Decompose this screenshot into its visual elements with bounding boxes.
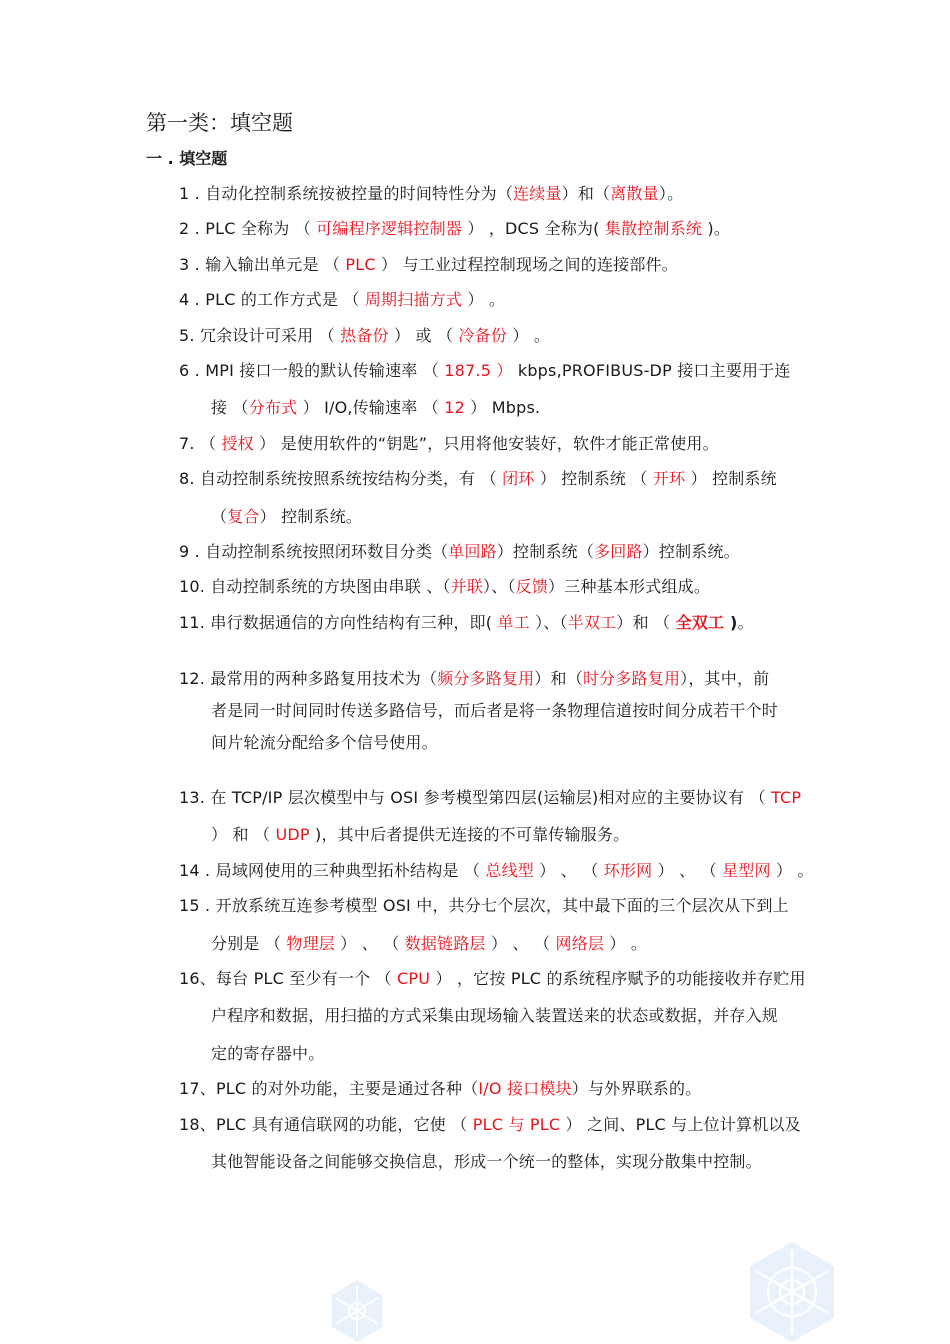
answer-text: 复合 xyxy=(227,507,260,526)
question-text: ） 之间、PLC 与上位计算机以及 xyxy=(560,1115,801,1134)
answer-text: 离散量 xyxy=(610,184,659,203)
question-text: 15 . 开放系统互连参考模型 OSI 中，共分七个层次，其中最下面的三个层次从下到上 xyxy=(179,896,789,915)
answer-text: CPU xyxy=(397,969,431,988)
question-text: 6 . MPI 接口一般的默认传输速率 （ xyxy=(179,361,445,380)
question-line xyxy=(179,667,769,691)
question-text: 10. 自动控制系统的方块图由串联 、（ xyxy=(179,577,451,596)
answer-text: 187.5 ） xyxy=(444,361,513,380)
question-line xyxy=(179,467,777,491)
question-line xyxy=(211,1042,324,1066)
question-text: ）控制系统。 xyxy=(642,542,740,561)
question-line xyxy=(179,217,730,241)
question-text: ） 。 xyxy=(462,290,506,309)
question-line xyxy=(211,932,647,956)
answer-text: 分布式 xyxy=(248,398,298,417)
question-text: ） 控制系统 （ xyxy=(534,469,653,488)
answer-text: 热备份 xyxy=(340,326,389,345)
question-text: ） 。 xyxy=(507,326,551,345)
question-text: 17、PLC 的对外功能，主要是通过各种（ xyxy=(179,1079,479,1098)
question-text: 11. 串行数据通信的方向性结构有三种，即( xyxy=(179,613,498,632)
question-text: ) xyxy=(724,613,738,632)
question-text: ） ，它按 PLC 的系统程序赋予的功能接收并存贮用 xyxy=(430,969,806,988)
question-text: ） 、 （ xyxy=(334,934,405,953)
question-line xyxy=(211,505,362,529)
answer-text: 周期扫描方式 xyxy=(364,290,463,309)
question-line xyxy=(179,182,683,206)
question-text: ） 或 （ xyxy=(388,326,459,345)
answer-text: 并联 xyxy=(450,577,484,596)
answer-text: 网络层 xyxy=(555,934,605,953)
question-text: （ xyxy=(211,507,228,526)
question-text: ） 、 （ xyxy=(652,861,723,880)
question-line xyxy=(179,611,754,635)
answer-text: 集散控制系统 xyxy=(604,219,703,238)
question-text: 18、PLC 具有通信联网的功能，它使 （ xyxy=(179,1115,473,1134)
question-text: 16、每台 PLC 至少有一个 （ xyxy=(179,969,398,988)
question-line xyxy=(211,1004,778,1028)
question-line xyxy=(179,253,678,277)
answer-text: PLC xyxy=(345,255,376,274)
question-text: 7. （ xyxy=(179,434,222,453)
question-text: ） 。 xyxy=(770,861,814,880)
question-text: ），其中，前 xyxy=(680,669,770,688)
question-text: ） 和 （ xyxy=(211,825,276,844)
question-line xyxy=(211,396,540,420)
question-text: ） 控制系统 xyxy=(685,469,777,488)
question-text: ） 。 xyxy=(604,934,648,953)
answer-text: 半双工 xyxy=(567,613,617,632)
answer-text: UDP xyxy=(275,825,310,844)
answer-text: 冷备份 xyxy=(458,326,508,345)
question-text: 4 . PLC 的工作方式是 （ xyxy=(179,290,365,309)
answer-text: 数据链路层 xyxy=(404,934,486,953)
question-text: 定的寄存器中。 xyxy=(211,1044,325,1063)
question-line xyxy=(179,359,791,383)
question-line xyxy=(179,540,740,564)
question-text: ）控制系统（ xyxy=(496,542,595,561)
question-text: ）和（ xyxy=(534,669,583,688)
question-line xyxy=(179,1077,701,1101)
answer-text: 环形网 xyxy=(603,861,653,880)
page-title: 第一类：填空题 xyxy=(146,111,293,135)
question-text: 1 . 自动化控制系统按被控量的时间特性分为（ xyxy=(179,184,514,203)
question-text: ） 控制系统。 xyxy=(259,507,363,526)
question-text: )。 xyxy=(702,219,731,238)
question-line xyxy=(179,1113,801,1137)
question-text: 3 . 输入输出单元是 （ xyxy=(179,255,346,274)
question-text: 9 . 自动控制系统按照闭环数目分类（ xyxy=(179,542,449,561)
question-line xyxy=(179,894,789,918)
question-text: ）、（ xyxy=(483,577,516,596)
snowflake-watermark-icon xyxy=(322,1278,392,1344)
question-text: 户程序和数据，用扫描的方式采集由现场输入装置送来的状态或数据，并存入规 xyxy=(211,1006,779,1025)
question-text: 。 xyxy=(737,613,754,632)
question-line xyxy=(211,1150,762,1174)
question-text: 者是同一时间同时传送多路信号，而后者是将一条物理信道按时间分成若干个时 xyxy=(211,701,779,720)
answer-text: 开环 xyxy=(652,469,686,488)
question-line xyxy=(179,432,719,456)
answer-text: 反馈 xyxy=(515,577,549,596)
answer-text: 12 xyxy=(444,398,465,417)
question-text: 5. 冗余设计可采用 （ xyxy=(179,326,341,345)
answer-text: 总线型 xyxy=(485,861,534,880)
question-text: 12. 最常用的两种多路复用技术为（ xyxy=(179,669,438,688)
answer-text: 时分多路复用 xyxy=(582,669,681,688)
question-text: )，其中后者提供无连接的不可靠传输服务。 xyxy=(309,825,630,844)
question-text: 8. 自动控制系统按照系统按结构分类，有 （ xyxy=(179,469,503,488)
question-line xyxy=(211,731,438,755)
answer-text: 全双工 xyxy=(675,613,725,632)
question-line xyxy=(211,699,778,723)
question-text: 14 . 局域网使用的三种典型拓朴结构是 （ xyxy=(179,861,486,880)
question-text: ）与外界联系的。 xyxy=(571,1079,702,1098)
question-text: ） ，DCS 全称为( xyxy=(462,219,605,238)
question-text: ） 、 （ xyxy=(485,934,556,953)
answer-text: 单回路 xyxy=(448,542,497,561)
section-heading: 一 . 填空题 xyxy=(146,149,228,168)
answer-text: 多回路 xyxy=(594,542,643,561)
question-text: ） 与工业过程控制现场之间的连接部件。 xyxy=(375,255,678,274)
question-line xyxy=(211,823,629,847)
answer-text: 闭环 xyxy=(502,469,535,488)
question-text: 间片轮流分配给多个信号使用。 xyxy=(211,733,438,752)
answer-text: 可编程序逻辑控制器 xyxy=(316,219,463,238)
question-text: 2 . PLC 全称为 （ xyxy=(179,219,317,238)
question-line xyxy=(179,786,801,810)
answer-text: PLC 与 PLC xyxy=(472,1115,561,1134)
answer-text: 授权 xyxy=(221,434,254,453)
question-text: kbps,PROFIBUS-DP 接口主要用于连 xyxy=(512,361,791,380)
answer-text: 频分多路复用 xyxy=(437,669,535,688)
question-line xyxy=(179,324,550,348)
question-text: ）、（ xyxy=(529,613,568,632)
question-line xyxy=(179,288,505,312)
answer-text: 星型网 xyxy=(722,861,771,880)
question-text: ） I/O,传输速率 （ xyxy=(297,398,445,417)
question-text: 分别是 （ xyxy=(211,934,287,953)
answer-text: 物理层 xyxy=(286,934,335,953)
question-text: ）。 xyxy=(658,184,684,203)
question-line xyxy=(179,859,814,883)
question-text: ） Mbps. xyxy=(465,398,541,417)
snowflake-watermark-icon xyxy=(742,1240,842,1344)
answer-text: 连续量 xyxy=(513,184,562,203)
question-line xyxy=(179,575,710,599)
question-text: ）三种基本形式组成。 xyxy=(548,577,711,596)
answer-text: TCP xyxy=(771,788,802,807)
question-text: 13. 在 TCP/IP 层次模型中与 OSI 参考模型第四层(运输层)相对应的主要协议有 （ xyxy=(179,788,772,807)
question-text: ）和（ xyxy=(561,184,611,203)
answer-text: I/O 接口模块 xyxy=(478,1079,572,1098)
question-text: ）和 （ xyxy=(616,613,676,632)
question-text: ） 是使用软件的“钥匙”，只用将他安装好，软件才能正常使用。 xyxy=(253,434,719,453)
question-text: 接 （ xyxy=(211,398,249,417)
question-text: 其他智能设备之间能够交换信息，形成一个统一的整体，实现分散集中控制。 xyxy=(211,1152,762,1171)
question-line xyxy=(179,967,806,991)
question-text: ） 、 （ xyxy=(534,861,604,880)
answer-text: 单工 xyxy=(497,613,530,632)
